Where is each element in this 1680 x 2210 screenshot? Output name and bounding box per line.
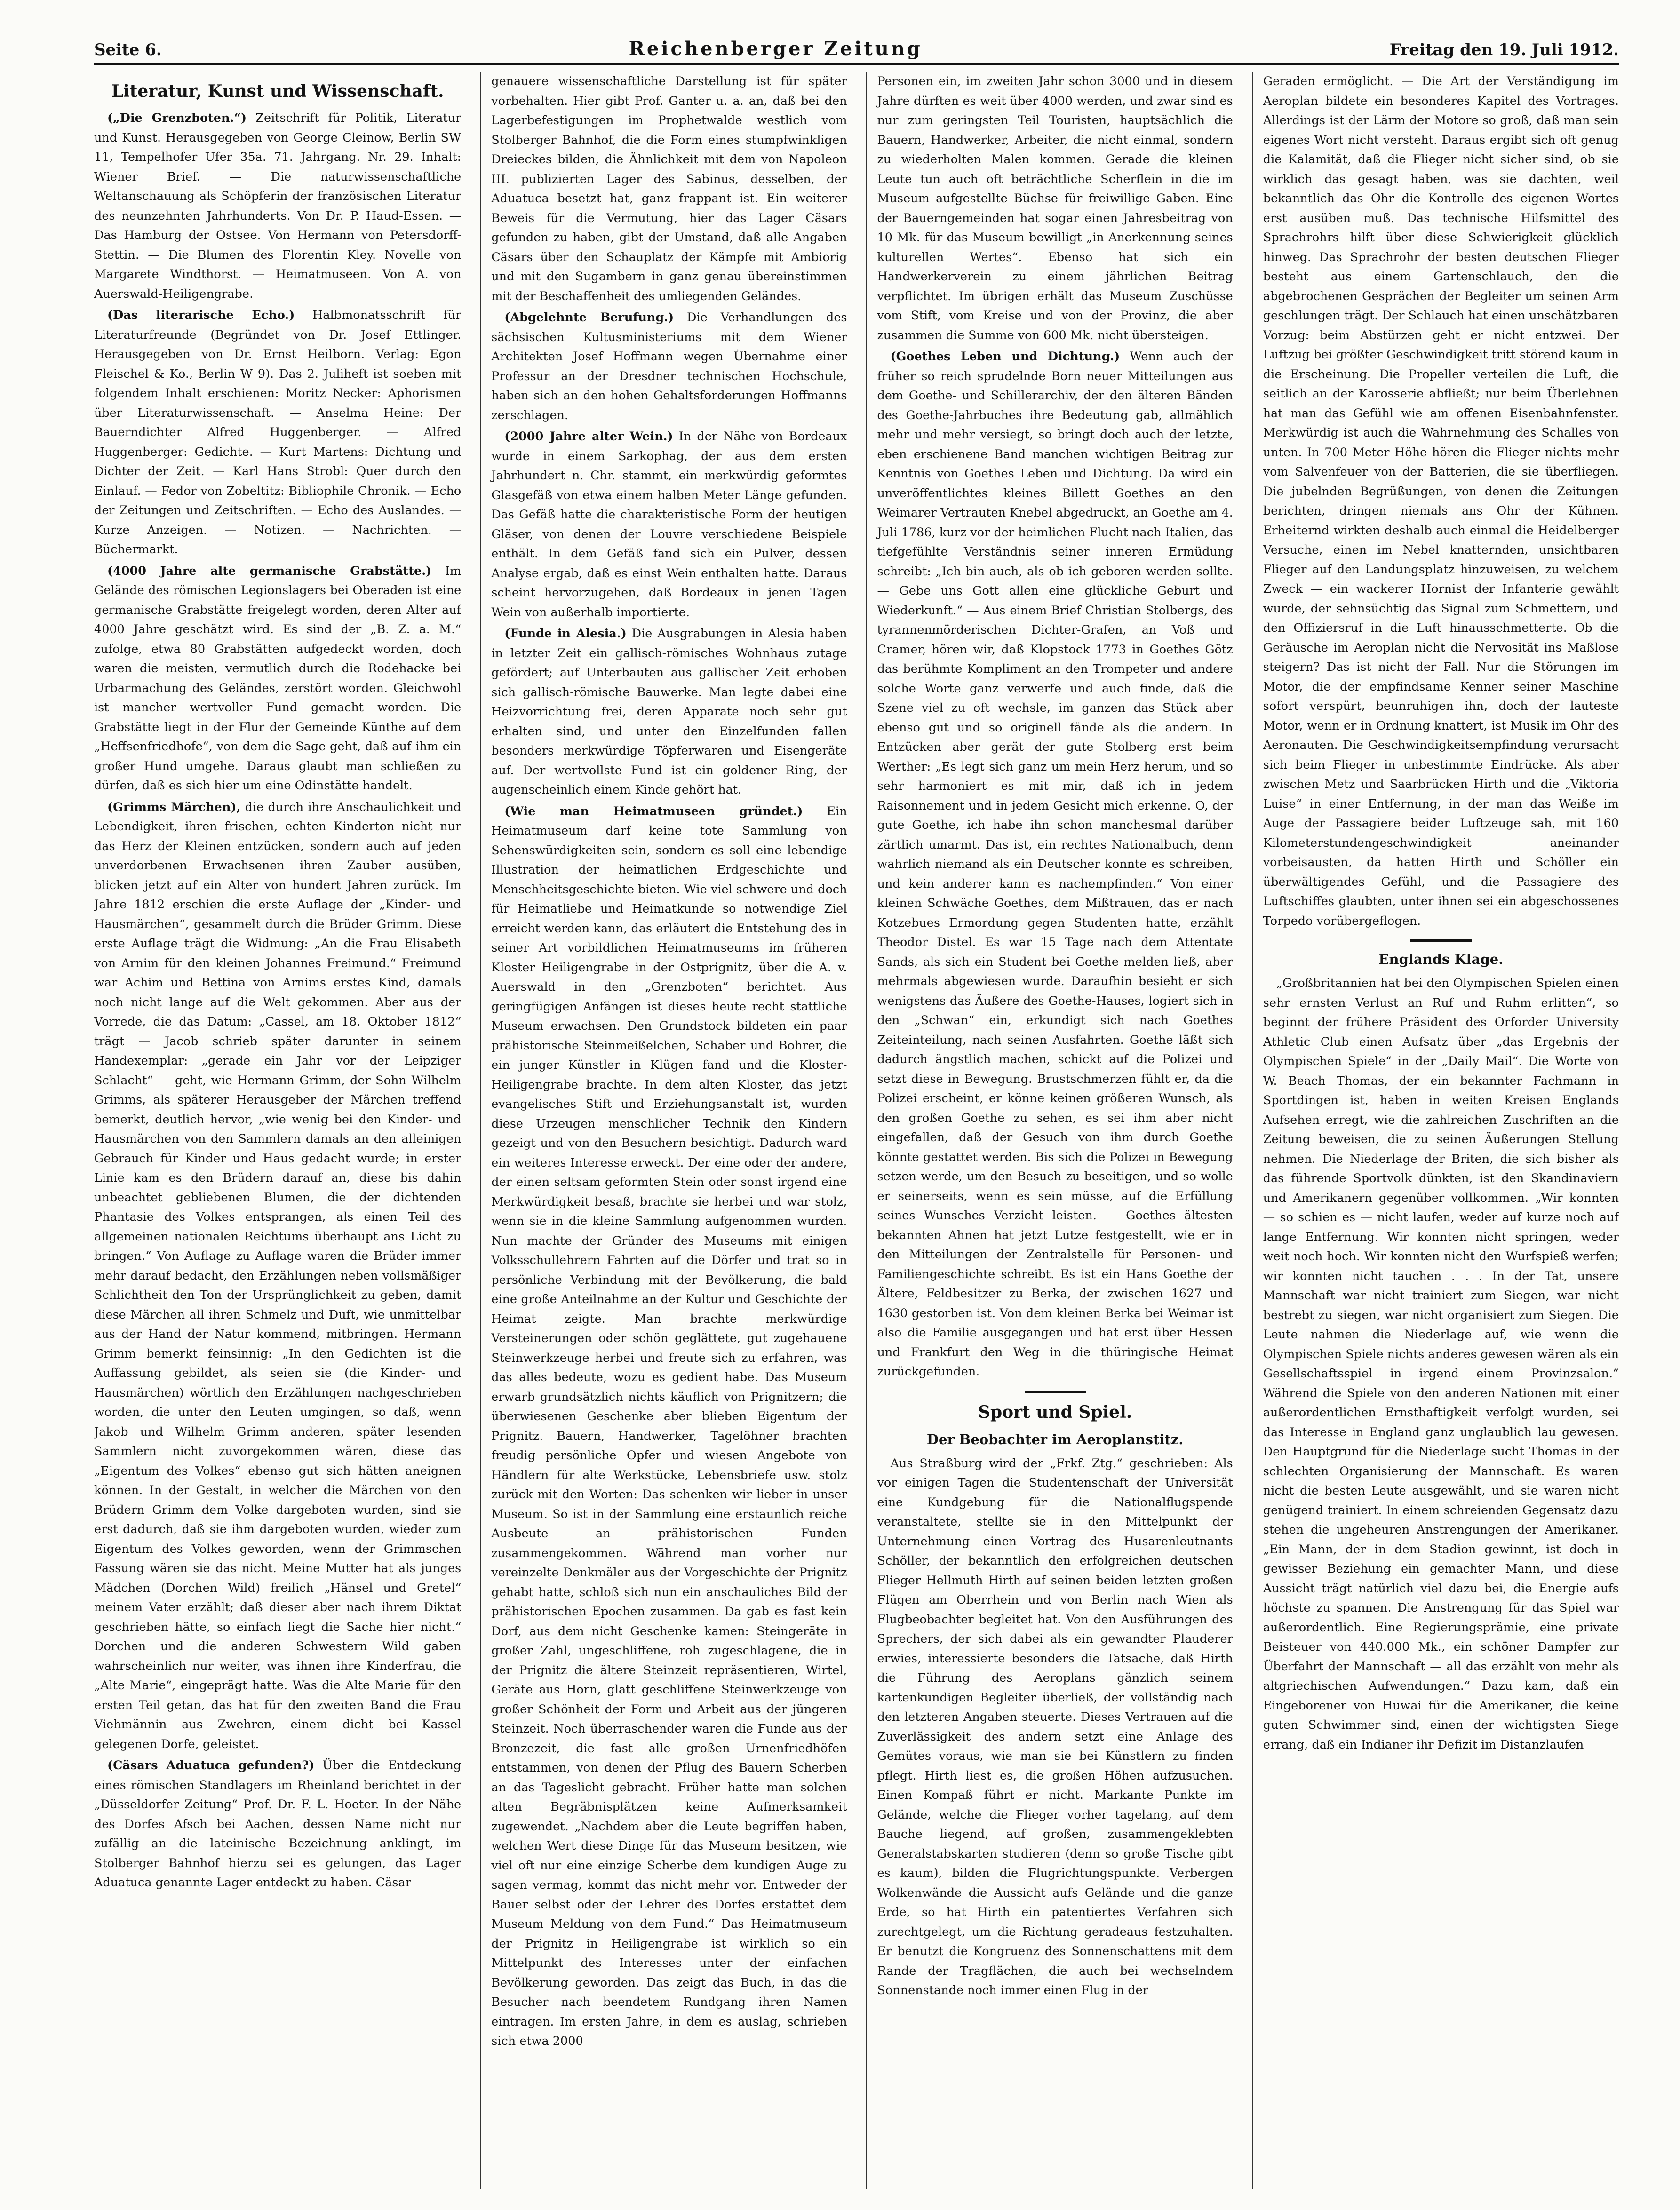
article-body: Personen ein, im zweiten Jahr schon 3000 und in diesem Jahre dürften es weit über 4000 werden, und zwar sind es nur zum geringsten Teil Touristen, hauptsächlich die Bauern, Handwerker, Arbeiter, die nicht einmal, sondern zu wiederholten Malen kommen. Gerade die kleinen Leute tun auch oft beträchtliche Scherflein in die im Museum aufgestellte Büchse für freiwillige Gaben. Eine der Bauerngemeinden hat sogar einen Jahresbeitrag von 10 Mk. für das Museum bewilligt „in Anerkennung seines kulturellen Wertes“. Ebenso hat sich ein Handwerkerverein zu einem jährlichen Beitrag verpflichtet. Im übrigen erhält das Museum Zuschüsse vom Stift, vom Kreise und von der Provinz, die aber zusammen die Summe von 600 Mk. nicht übersteigen. xyxy=(877,74,1233,342)
article-head: (Grimms Märchen), xyxy=(107,800,241,814)
section-title-literatur: Literatur, Kunst und Wissenschaft. xyxy=(111,81,444,101)
article-body: Die Verhandlungen des sächsischen Kultusministeriums mit dem Wiener Architekten Josef Hoffmann wegen Übernahme einer Professur an der Dresdner technischen Hochschule, haben sich an den hohen Gehaltsforderungen Hoffmanns zerschlagen. xyxy=(491,310,847,422)
article-title-englands-klage: Englands Klage. xyxy=(1378,951,1504,967)
article-head: (Funde in Alesia.) xyxy=(504,627,627,641)
column-4 xyxy=(1252,72,1619,2189)
article xyxy=(94,109,461,304)
article xyxy=(94,306,461,560)
article-body: Halbmonatsschrift für Literaturfreunde (Begründet von Dr. Josef Ettlinger. Herausgegeben von Dr. Ernst Heilborn. Verlag: Egon Fleischel & Ko., Berlin W 9). Das 2. Juliheft ist soeben mit folgendem Inhalt erschienen: Moritz Necker: Aphorismen über Literaturwissenschaft. — Anselma Heine: Der Bauerndichter Alfred Huggenberger. — Alfred Huggenberger: Gedichte. — Kurt Martens: Dichtung und Dichter der Zeit. — Karl Hans Strobl: Quer durch den Einlauf. — Fedor von Zobeltitz: Bibliophile Chronik. — Echo der Zeitungen und Zeitschriften. — Echo des Auslandes. — Kurze Anzeigen. — Notizen. — Nachrichten. — Büchermarkt. xyxy=(94,308,462,556)
article-body: die durch ihre Anschaulichkeit und Lebendigkeit, ihren frischen, echten Kinderton nicht nur das Herz der Kleinen entzücken, sondern auch auf jeden unverdorbenen Erwachsenen ihren Zauber ausüben, blicken jetzt auf ein Alter von hundert Jahren zurück. Im Jahre 1812 erschien die erste Auflage der „Kinder- und Hausmärchen“, gesammelt durch die Brüder Grimm. Diese erste Auflage trägt die Widmung: „An die Frau Elisabeth von Arnim für den kleinen Johannes Freimund.“ Freimund war Achim und Bettina von Arnims erstes Kind, damals noch nicht lange auf die Welt gekommen. Aber aus der Vorrede, die das Datum: „Cassel, am 18. Oktober 1812“ trägt — Jacob schrieb später darunter in seinem Handexemplar: „gerade ein Jahr vor der Leipziger Schlacht“ — geht, wie Hermann Grimm, der Sohn Wilhelm Grimms, als späterer Herausgeber der Märchen treffend bemerkt, deutlich hervor, „wie wenig bei den Kinder- und Hausmärchen von den Sammlern damals an den alleinigen Gebrauch für Kinder und Haus gedacht wurde; in erster Linie kam es den Brüdern darauf an, diese bis dahin unbeachtet gebliebenen Blumen, die der dichtenden Phantasie des Volkes entsprangen, als einen Teil des allgemeinen nationalen Reichtums überhaupt ans Licht zu bringen.“ Von Auflage zu Auflage waren die Brüder immer mehr darauf bedacht, den Erzählungen neben vollsmäßiger Schlichtheit den Ton der Ursprünglichkeit zu geben, damit diese Märchen all ihren Schmelz und Duft, wie unmittelbar aus der Hand der Natur kommend, mitbringen. Hermann Grimm bemerkt feinsinnig: „In den Gedichten ist die Auffassung gebildet, als seien sie (die Kinder- und Hausmärchen) wörtlich den Erzählungen nachgeschrieben worden, die unter den Leuten umgingen, so daß, wenn Jakob und Wilhelm Grimm anderen, später lesenden Sammlern nicht zuvorgekommen wären, diese das „Eigentum des Volkes“ ebenso gut sich hätten aneignen können. In der Gestalt, in welcher die Märchen von den Brüdern Grimm dem Volke dargeboten wurden, sind sie erst dadurch, daß sie ihm dargeboten wurden, wieder zum Eigentum des Volkes geworden, wenn der Grimmschen Fassung wären sie das nicht. Meine Mutter hat als junges Mädchen (Dorchen Wild) freilich „Hänsel und Gretel“ meinem Vater erzählt; daß dieser aber nach ihrem Diktat geschrieben hätte, so einfach liegt die Sache hier nicht.“ Dorchen und die anderen Schwestern Wild gaben wahrscheinlich nur weiter, was ihnen ihre Kinderfrau, die „Alte Marie“, eingeprägt hatte. Was die Alte Marie für den ersten Teil getan, das hat für den zweiten Band die Frau Viehmännin aus Zwehren, einem dicht bei Kassel gelegenen Dorfe, geleistet. xyxy=(94,800,462,1751)
article xyxy=(491,802,847,2051)
article-body: Über die Entdeckung eines römischen Standlagers im Rheinland berichtet in der „Düsseldorfer Zeitung“ Prof. Dr. F. L. Hoeter. In der Nähe des Dorfes Afsch bei Aachen, dessen Name nicht nur zufällig an die lateinische Bezeichnung anklingt, im Stolberger Bahnhof hierzu sei es gelungen, das Lager Aduatuca genannte Lager entdeckt zu haben. Cäsar xyxy=(94,1758,462,1890)
separator-rule xyxy=(1025,1391,1086,1393)
page-number: Seite 6. xyxy=(94,40,162,59)
section-title-sport: Sport und Spiel. xyxy=(978,1402,1132,1422)
article xyxy=(491,624,847,800)
text-columns xyxy=(94,72,1619,2189)
article-body: Aus Straßburg wird der „Frkf. Ztg.“ geschrieben: Als vor einigen Tagen die Studentenschaft der Universität eine Kundgebung für die Nationalflugspende veranstaltete, stellte sie in den Mittelpunkt der Unternehmung einen Vortrag des Husarenleutnants Schöller, der bekanntlich den erfolgreichen deutschen Flieger Hellmuth Hirth auf seinen beiden letzten großen Flügen am Oberrhein und von Berlin nach Wien als Flugbeobachter begleitet hat. Von den Ausführungen des Sprechers, der sich dabei als ein gewandter Plauderer erwies, interessierte besonders die Tatsache, daß Hirth die Führung des Aeroplans gänzlich seinem kartenkundigen Begleiter überließ, der vollständig nach den letzteren Angaben steuerte. Dieses Vertrauen auf die Zuverlässigkeit des andern setzt eine Anlage des Gemütes voraus, wie man sie bei Künstlern zu finden pflegt. Hirth liest es, die großen Höhen aufzusuchen. Einen Kompaß führt er nicht. Markante Punkte im Gelände, welche die Flieger vorher tagelang, auf dem Bauche liegend, auf großen, zusammengeklebten Generalstabskarten studieren (denn so große Tische gibt es kaum), bilden die Flugrichtungspunkte. Verbergen Wolkenwände die Aussicht aufs Gelände und die ganze Erde, so hat Hirth ein patentiertes Verfahren sich zurechtgelegt, um die Richtung geradeaus festzuhalten. Er benutzt die Kongruenz des Sonnenschattens mit dem Rande der Tragflächen, die auch bei wechselndem Sonnenstande noch immer einen Flug in der xyxy=(877,1456,1233,1997)
article-head: (Cäsars Aduatuca gefunden?) xyxy=(107,1758,315,1773)
column-2 xyxy=(480,72,847,2189)
article-body: „Großbritannien hat bei den Olympischen Spielen einen sehr ernsten Verlust an Ruf und Ruhm erlitten“, so beginnt der frühere Präsident des Orforder University Athletic Club einen Aufsatz über „das Ergebnis der Olympischen Spiele“ in der „Daily Mail“. Die Worte von W. Beach Thomas, der ein bekannter Fachmann in Sportdingen ist, haben in weiten Kreisen Englands Aufsehen erregt, wie die zahlreichen Zuschriften an die Zeitung beweisen, die zu seinen Äußerungen Stellung nehmen. Die Niederlage der Briten, die sich bisher als das führende Sportvolk dünkten, ist den Skandinaviern und Amerikanern gegenüber vollkommen. „Wir konnten — so schien es — nicht laufen, weder auf kurze noch auf lange Entfernung. Wir konnten nicht springen, weder weit noch hoch. Wir konnten nicht den Wurfspieß werfen; wir konnten nicht tauchen . . . In der Tat, unsere Mannschaft war nicht trainiert zum Siegen, war nicht bestrebt zu siegen, war nicht organisiert zum Siegen. Die Leute nahmen die Niederlage auf, wie wenn die Olympischen Spiele nichts anderes gewesen wären als ein Gesellschaftsspiel in irgend einem Provinzsalon.“ Während die Spiele von den anderen Nationen mit einer außerordentlichen Ernsthaftigkeit verfolgt wurden, sei das Interesse in England ganz unglaublich lau gewesen. Den Hauptgrund für die Niederlage sucht Thomas in der schlechten Organisierung der Mannschaft. Es waren nicht die besten Leute ausgewählt, und sie waren nicht genügend trainiert. In einem schreienden Gegensatz dazu stehen die ungeheuren Anstrengungen der Amerikaner. „Ein Mann, der in dem Stadion gewinnt, ist doch in gewisser Beziehung ein gemachter Mann, und diese Aussicht trägt natürlich viel dazu bei, die Energie aufs höchste zu spannen. Die Anstrengung für das Spiel war außerordentlich. Eine Regierungsprämie, eine private Beisteuer von 440.000 Mk., ein schöner Dampfer zur Überfahrt der Mannschaft — all das erzählt von mehr als altgriechischen Aufwendungen.“ Dazu kam, daß ein Eingeborener von Huwai für die Amerikaner, die keine guten Schwimmer sind, einen der wichtigsten Siege errang, daß ein Indianer ihr Defizit im Distanzlaufen xyxy=(1263,976,1619,1752)
article xyxy=(94,562,461,796)
article-head: (2000 Jahre alter Wein.) xyxy=(504,429,673,444)
article-body: In der Nähe von Bordeaux wurde in einem Sarkophag, der aus dem ersten Jahrhundert n. Chr. stammt, ein merkwürdig geformtes Glasgefäß von etwa einem halben Meter Länge gefunden. Das Gefäß hatte die charakteristische Form der heutigen Gläser, von denen der Louvre verschiedene Beispiele enthält. In dem Gefäß fand sich ein Pulver, dessen Analyse ergab, daß es einst Wein enthalten hatte. Daraus scheint hervorzugehen, daß Bordeaux in jenen Tagen Wein von außerhalb importierte. xyxy=(491,429,847,620)
article-body: Wenn auch der früher so reich sprudelnde Born neuer Mitteilungen aus dem Goethe- und Schillerarchiv, der den älteren Bänden des Goethe-Jahrbuches ihre Bedeutung gab, allmählich mehr und mehr versiegt, so bringt doch auch der letzte, eben erschienene Band manchen wichtigen Beitrag zur Kenntnis von Goethes Leben und Dichtung. Da wird ein unveröffentlichtes kleines Billett Goethes an den Weimarer Vertrauten Knebel abgedruckt, an Goethe am 4. Juli 1786, kurz vor der heimlichen Flucht nach Italien, das tiefgefühlte Verständnis seiner inneren Ermüdung schreibt: „Ich bin auch, als ob ich geboren werden sollte. — Gebe uns Gott allen eine glückliche Geburt und Wiederkunft.“ — Aus einem Brief Christian Stolbergs, des tyrannenmörderischen Dichter-Grafen, an Voß und Cramer, hören wir, daß Klopstock 1773 in Goethes Götz das berühmte Kompliment an den Trompeter und andere solche Worte ganz verwerfe und auch finde, daß die Szene viel zu oft wechsle, im ganzen das Stück aber ebenso gut und so originell fände als die andern. In Entzücken aber gerät der gute Stolberg erst beim Werther: „Es legt sich ganz um mein Herz herum, und so sehr harmoniert es mit mir, daß ich in jedem Raisonnement und in jedem Gesicht mich erkenne. O, der gute Goethe, ich habe ihn schon manchesmal darüber zärtlich umarmt. Das ist, ein rechtes Nationalbuch, denn wahrlich niemand als ein Deutscher konnte es schreiben, und kein anderer kann es nachempfinden.“ Von einer kleinen Schwäche Goethes, dem Mißtrauen, das er nach Kotzebues Ermordung gegen Studenten hatte, erzählt Theodor Distel. Es war 15 Tage nach dem Attentate Sands, als sich ein Student bei Goethe melden ließ, aber mehrmals abgewiesen wurde. Daraufhin besieht er sich wenigstens das Äußere des Goethe-Hauses, logiert sich in den „Schwan“ ein, erkundigt sich nach Goethes Zeiteinteilung, nach seinen Ausfahrten. Goethe läßt sich dadurch ängstlich machen, schickt auf die Polizei und setzt diese in Bewegung. Brustschmerzen fühlt er, da die Polizei erscheint, er könne keinen größeren Wunsch, als den großen Goethe zu sehen, es sei ihm aber nicht eingefallen, daß der Gesuch von ihm durch Goethe könnte gestattet werden. Bis sich die Polizei in Bewegung setzen werde, um den Besuch zu beseitigen, und so wolle er seinerseits, wenn es sein müsse, auf die Erfüllung seines Wunsches Verzicht leisten. — Goethes ältesten bekannten Ahnen hat jetzt Lutze festgestellt, wie er in den Mitteilungen der Zentralstelle für Personen- und Familiengeschichte schreibt. Es ist ein Hans Goethe der Ältere, Feldbesitzer zu Berka, der zwischen 1627 und 1630 gestorben ist. Von dem kleinen Berka bei Weimar ist also die Familie ausgegangen und hat erst über Hessen und Frankfurt den Weg in die thüringische Heimat zurückgefunden. xyxy=(877,350,1233,1379)
article-head: (4000 Jahre alte germanische Grabstätte.) xyxy=(107,564,432,578)
article-subtitle: Der Beobachter im Aeroplanstitz. xyxy=(926,1431,1184,1447)
article-head: (Abgelehnte Berufung.) xyxy=(504,310,674,325)
separator-rule xyxy=(1410,939,1472,942)
article-body: Geraden ermöglicht. — Die Art der Verständigung im Aeroplan bildete ein besonderes Kapitel des Vortrages. Allerdings ist der Lärm der Motore so groß, daß man sein eigenes Wort nicht versteht. Daraus ergibt sich oft genug die Kalamität, daß die Flieger nicht sicher sind, ob sie wirklich das gesagt haben, was sie dachten, weil bekanntlich das Ohr die Kontrolle des eigenen Wortes erst ausüben muß. Das technische Hilfsmittel des Sprachrohrs hilft über diese Schwierigkeit glücklich hinweg. Das Sprachrohr der besten deutschen Flieger besteht aus einem Gartenschlauch, den die abgebrochenen Gesprächen der Begleiter um seinen Arm geschlungen trägt. Der Schlauch hat einen unschätzbaren Vorzug: beim Abstürzen geht er nicht entzwei. Der Luftzug bei größter Geschwindigkeit tritt störend kaum in die Erscheinung. Die Propeller verteilen die Luft, die seitlich an der Karosserie abfließt; nur beim Überlehnen hat man das Gefühl wie am offenen Eisenbahnfenster. Merkwürdig ist auch die Wahrnehmung des Schalles von unten. In 700 Meter Höhe hören die Flieger nichts mehr vom Salvenfeuer von der Batterien, die sie überfliegen. Die jubelnden Begrüßungen, von denen die Zeitungen berichten, dringen niemals ans Ohr der Kühnen. Erheiternd wirkten deshalb auch einmal die Heidelberger Versuche, einen im Nebel knatternden, unsichtbaren Flieger auf den Landungsplatz hinzuweisen, zu welchem Zweck — ein wackerer Hornist der Infanterie gewählt wurde, der sehnsüchtig das Signal zum Schmettern, und den Offiziersruf in die Luft hinausschmetterte. Ob die Geräusche im Aeroplan nicht die Nervosität ins Maßlose steigern? Das ist nicht der Fall. Nur die Störungen im Motor, die der empfindsame Kenner seiner Maschine sofort verspürt, beunruhigen ihn, doch der lauteste Motor, wenn er in Ordnung knattert, ist Musik im Ohr des Aeronauten. Die Geschwindigkeitsempfindung verursacht sich beim Flieger in unbestimmte Eindrücke. Als aber zwischen Metz und Saarbrücken Hirth und die „Viktoria Luise“ in einer Entfernung, in der man das Weiße im Auge der Passagiere beider Luftzeuge sah, mit 160 Kilometerstundengeschwindigkeit aneinander vorbeisausten, da hatten Hirth und Schöller ein überwältigendes Gefühl, und die Passagiere des Luftschiffes glaubten, unter ihnen sei ein abgeschossenes Torpedo vorübergeflogen. xyxy=(1263,74,1619,928)
article-head: (Goethes Leben und Dichtung.) xyxy=(890,350,1120,364)
article-body: Zeitschrift für Politik, Literatur und Kunst. Herausgegeben von George Cleinow, Berlin SW 11, Tempelhofer Ufer 35a. 71. Jahrgang. Nr. 29. Inhalt: Wiener Brief. — Die naturwissenschaftliche Weltanschauung als Schöpferin der französischen Literatur des neunzehnten Jahrhunderts. Von Dr. P. Haud-Essen. — Das Hamburg der Ostsee. Von Hermann von Petersdorff-Stettin. — Die Blumen des Florentin Kley. Novelle von Margarete Windthorst. — Heimatmuseen. Von A. von Auerswald-Heiligengrabe. xyxy=(94,111,462,301)
newspaper-title: Reichenberger Zeitung xyxy=(629,38,923,60)
issue-date: Freitag den 19. Juli 1912. xyxy=(1389,40,1619,59)
article-head: (Das literarische Echo.) xyxy=(107,308,295,322)
article-body: Im Gelände des römischen Legionslagers bei Oberaden ist eine germanische Grabstätte freigelegt worden, deren Alter auf 4000 Jahre geschätzt wird. Es sind der „B. Z. a. M.“ zufolge, etwa 80 Grabstätten aufgedeckt worden, doch waren die meisten, vermutlich durch die Rodehacke bei Urbarmachung des Geländes, zerstört worden. Gleichwohl ist mancher wertvoller Fund gemacht worden. Die Grabstätte liegt in der Flur der Gemeinde Künthe auf dem „Heffsenfriedhofe“, von dem die Sage geht, daß auf ihm ein großer Hund umgehe. Daraus glaubt man schließen zu dürfen, daß es sich hier um eine Odinstätte handelt. xyxy=(94,564,462,793)
article xyxy=(94,798,461,1755)
article xyxy=(94,1756,461,1893)
article xyxy=(877,72,1233,345)
article-head: (Wie man Heimatmuseen gründet.) xyxy=(504,804,803,819)
masthead xyxy=(94,38,1619,65)
article xyxy=(491,427,847,622)
article xyxy=(491,308,847,425)
article xyxy=(491,72,847,306)
article xyxy=(877,347,1233,1382)
article-head: („Die Grenzboten.“) xyxy=(107,111,247,125)
column-1 xyxy=(94,72,461,2189)
article-body: genauere wissenschaftliche Darstellung ist für später vorbehalten. Hier gibt Prof. Ganter u. a. an, daß bei den Lagerbefestigungen im Prophetwalde westlich vom Stolberger Bahnhof, die die Form eines stumpfwinkligen Dreieckes bilden, die Ähnlichkeit mit dem von Napoleon III. publizierten Lager des Sabinus, desselben, der Aduatuca besetzt hat, ganz frappant ist. Ein weiterer Beweis für die Vermutung, hier das Lager Cäsars gefunden zu haben, gibt der Umstand, daß alle Angaben Cäsars über den Schauplatz der Kämpfe mit Ambiorig und mit den Sugambern in ganz genau übereinstimmen mit der Beschaffenheit des umliegenden Geländes. xyxy=(491,74,847,303)
article-body: Die Ausgrabungen in Alesia haben in letzter Zeit ein gallisch-römisches Wohnhaus zutage gefördert; auf Unterbauten aus gallischer Zeit erhoben sich gallisch-römische Bauwerke. Man legte dabei eine Heizvorrichtung frei, deren Apparate noch sehr gut erhalten sind, und unter den Einzelfunden fallen besonders merkwürdige Töpferwaren und Eisengeräte auf. Der wertvollste Fund ist ein goldener Ring, der augenscheinlich einem Kinde gehört hat. xyxy=(491,627,847,797)
column-3 xyxy=(866,72,1233,2189)
article-body: Ein Heimatmuseum darf keine tote Sammlung von Sehenswürdigkeiten sein, sondern es soll eine lebendige Illustration der heimatlichen Erdgeschichte und Menschheitsgeschichte bieten. Wie viel schwere und doch für Heimatliebe und Heimatkunde so notwendige Ziel erreicht werden kann, das erläutert die Entstehung des in seiner Art vorbildlichen Heimatmuseums im früheren Kloster Heiligengrabe in der Ostprignitz, über die A. v. Auerswald in den „Grenzboten“ berichtet. Aus geringfügigen Anfängen ist dieses heute recht stattliche Museum erwachsen. Den Grundstock bildeten ein paar prähistorische Steinmeißelchen, Schaber und Bohrer, die ein junger Künstler in Klügen fand und die Kloster-Heiligengrabe brachte. In dem alten Kloster, das jetzt evangelisches Stift und Erziehungsanstalt ist, wurden diese Urzeugen menschlicher Technik den Kindern gezeigt und von den Besuchern besichtigt. Dadurch ward ein weiteres Interesse erweckt. Der eine oder der andere, der einen seltsam geformten Stein oder sonst irgend eine Merkwürdigkeit besaß, brachte sie herbei und war stolz, wenn sie in die kleine Sammlung aufgenommen wurden. Nun machte der Gründer des Museums mit einigen Volksschullehrern Fahrten auf die Dörfer und trat so in persönliche Verbindung mit der Bevölkerung, die bald eine große Anteilnahme an der Kultur und Geschichte der Heimat zeigte. Man brachte merkwürdige Versteinerungen oder schön geglättete, gut zugehauene Steinwerkzeuge herbei und freute sich zu erfahren, was das alles bedeute, wozu es gedient habe. Das Museum erwarb grundsätzlich nichts käuflich von Prignitzern; die überwiesenen Geschenke aber blieben Eigentum der Prignitz. Bauern, Handwerker, Tagelöhner brachten freudig persönliche Opfer und wiesen Angebote von Händlern für alte Werkstücke, Lebensbriefe usw. stolz zurück mit den Worten: Das schenken wir lieber in unser Museum. So ist in der Sammlung eine erstaunlich reiche Ausbeute an prähistorischen Funden zusammengekommen. Während man vorher nur vereinzelte Denkmäler aus der Vorgeschichte der Prignitz gehabt hatte, schloß sich nun ein anschauliches Bild der prähistorischen Epochen zusammen. Da gab es fast kein Dorf, aus dem nicht Geschenke kamen: Steingeräte in großer Zahl, ungeschliffene, roh zugeschlagene, die in der Prignitz die ältere Steinzeit repräsentieren, Wirtel, Geräte aus Horn, glatt geschliffene Steinwerkzeuge von großer Schönheit der Form und Arbeit aus der jüngeren Steinzeit. Noch überraschender waren die Funde aus der Bronzezeit, die fast alle großen Urnenfriedhöfen entstammen, von denen der Pflug des Bauern Scherben an das Tageslicht gebracht. Früher hatte man solchen alten Begräbnisplätzen keine Aufmerksamkeit zugewendet. „Nachdem aber die Leute begriffen haben, welchen Wert diese Dinge für das Museum besitzen, wie viel oft nur eine einzige Scherbe dem kundigen Auge zu sagen vermag, kommt das nicht mehr vor. Entweder der Bauer selbst oder der Lehrer des Dorfes erstattet dem Museum Meldung von dem Fund.“ Das Heimatmuseum der Prignitz in Heiligengrabe ist wirklich so ein Mittelpunkt des Interesses unter der einfachen Bevölkerung geworden. Das zeigt das Buch, in das die Besucher nach beendetem Rundgang ihren Namen eintragen. Im ersten Jahre, in dem es ausla​g, schrieben sich etwa 2000 xyxy=(491,804,847,2048)
